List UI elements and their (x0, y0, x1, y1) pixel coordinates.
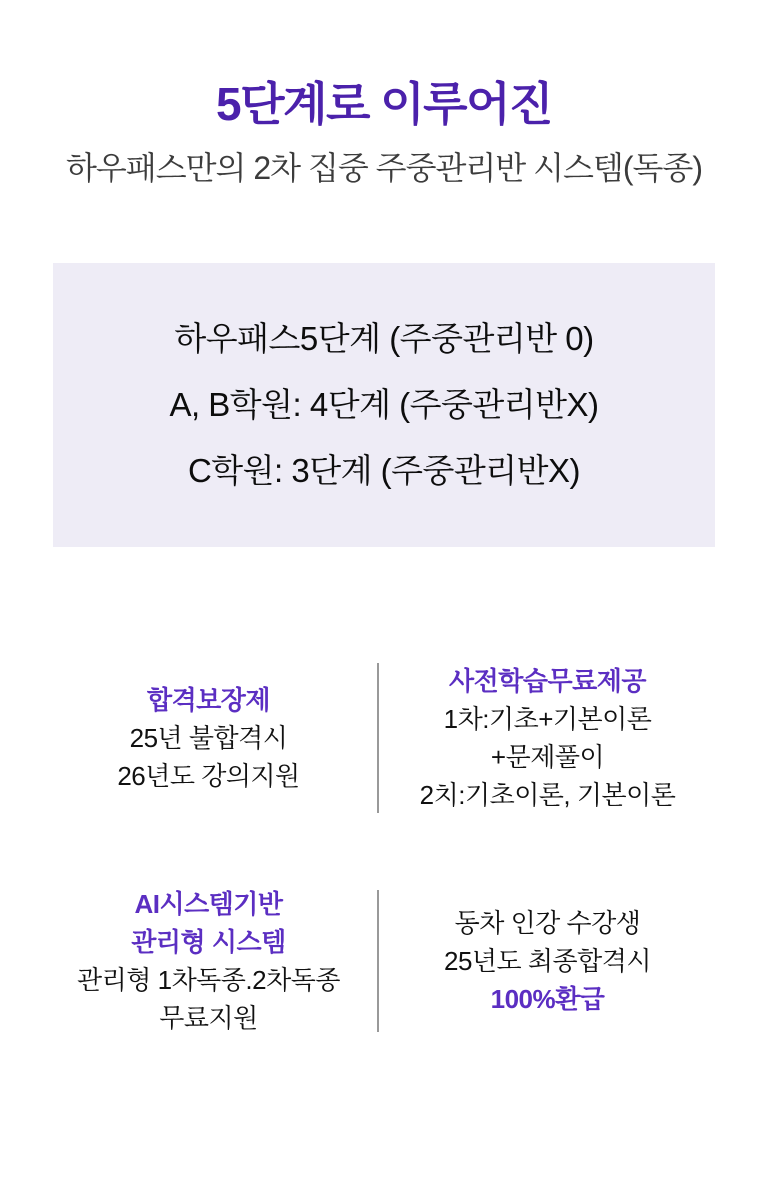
feature-free-prelearning-line: 1차:기초+기본이론 (443, 704, 652, 734)
feature-row-bottom (40, 890, 716, 1032)
feature-pass-guarantee-line: 25년 불합격시 (129, 723, 288, 753)
feature-free-prelearning (377, 663, 716, 813)
features-grid (40, 663, 716, 1032)
feature-refund-line: 동차 인강 수강생 (454, 908, 641, 938)
feature-ai-system-heading: 관리형 시스템 (131, 927, 286, 957)
feature-refund-line: 25년도 최종합격시 (444, 946, 651, 976)
feature-ai-system (40, 890, 377, 1032)
summary-box (53, 263, 715, 547)
feature-ai-system-line: 무료지원 (159, 1003, 258, 1033)
feature-pass-guarantee-line: 26년도 강의지원 (117, 761, 300, 791)
page-subtitle: 하우패스만의 2차 집중 주중관리반 시스템(독종) (65, 150, 702, 186)
feature-ai-system-line: 관리형 1차독종.2차독종 (77, 965, 340, 995)
feature-refund (377, 890, 716, 1032)
summary-line-academy-c: C학원: 3단계 (주중관리반X) (187, 452, 581, 489)
feature-pass-guarantee (40, 663, 377, 813)
feature-free-prelearning-line: 2치:기초이론, 기본이론 (419, 780, 676, 810)
page-title: 5단계로 이루어진 (216, 78, 552, 130)
summary-line-academy-ab: A, B학원: 4단계 (주중관리반X) (169, 386, 599, 423)
feature-refund-highlight: 100%환급 (490, 984, 605, 1014)
feature-pass-guarantee-heading: 합격보장제 (146, 685, 271, 715)
feature-row-top (40, 663, 716, 813)
feature-free-prelearning-heading: 사전학습무료제공 (449, 666, 646, 696)
feature-ai-system-heading: AI시스템기반 (134, 889, 283, 919)
summary-line-howpass: 하우패스5단계 (주중관리반 0) (174, 320, 594, 357)
feature-free-prelearning-line: +문제풀이 (490, 742, 605, 772)
